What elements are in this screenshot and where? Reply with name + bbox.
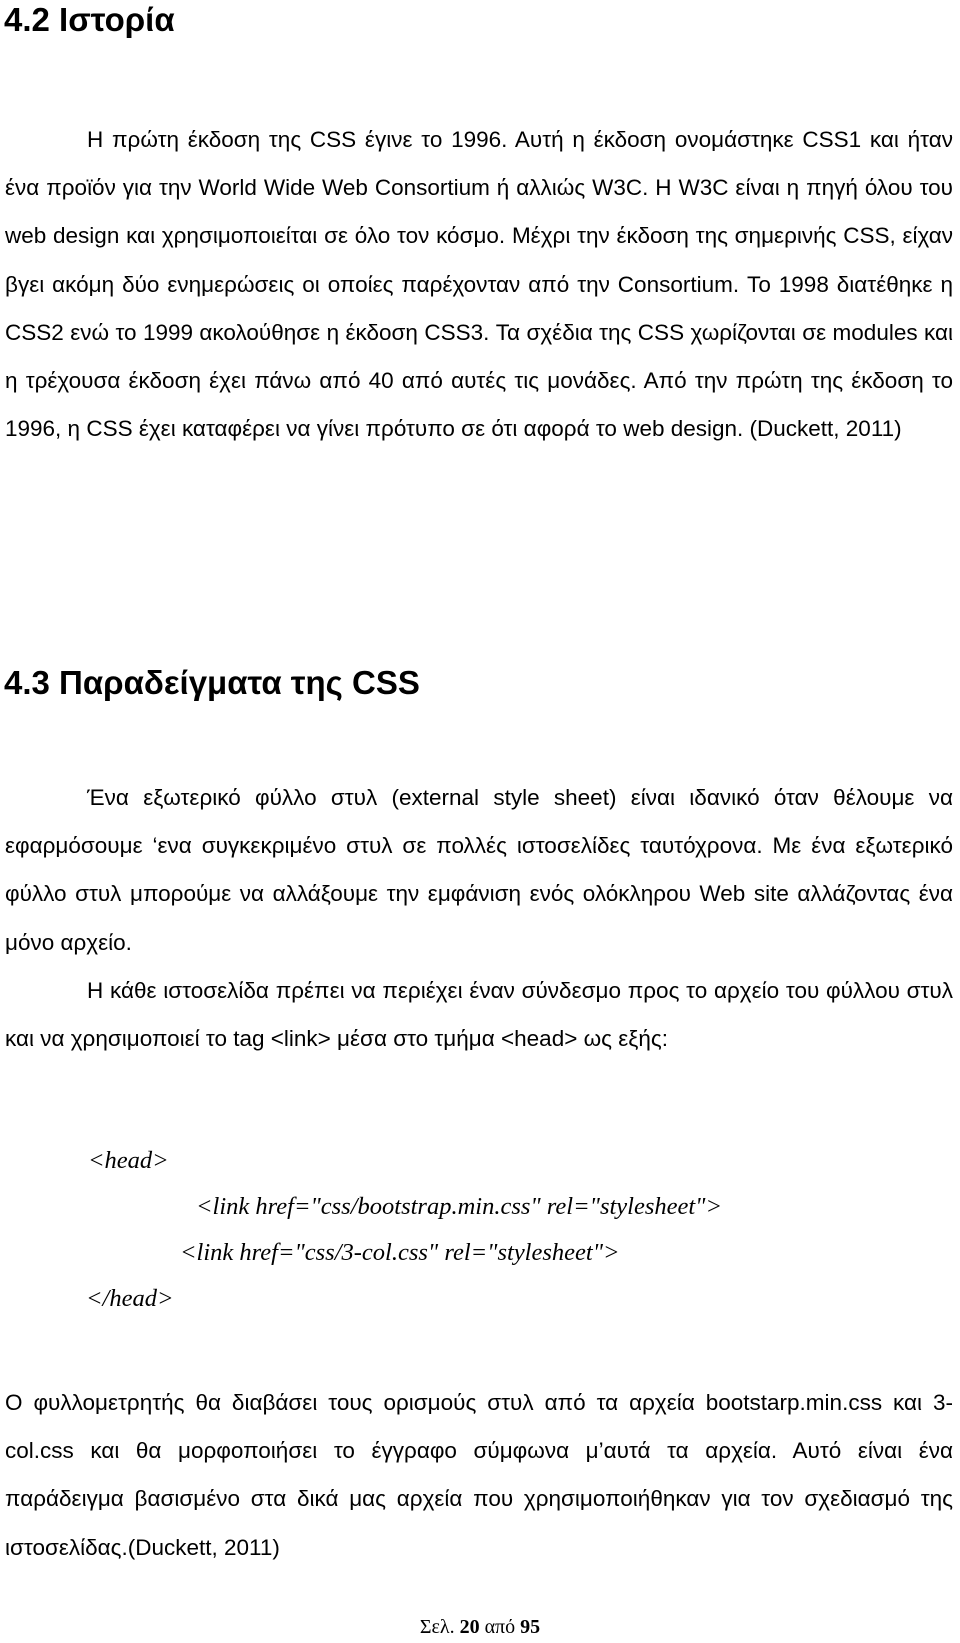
page-total: 95 xyxy=(520,1616,541,1638)
browser-reads-paragraph: Ο φυλλομετρητής θα διαβάσει τους ορισμούς στυλ από τα αρχεία bootstarp.min.css και 3-col.css και θα μορφοποιήσει το έγγραφο σύμφωνα μ’αυτά τα αρχεία. Αυτό είναι ένα παράδειγμα βασισμένο στα δικά μας αρχεία που χρησιμοποιήθηκαν για τον σχεδιασμό της ιστοσελίδας.(Duckett, 2011) xyxy=(5,1390,953,1560)
page-of-label: από xyxy=(484,1616,516,1638)
section-heading-history: 4.2 Ιστορία xyxy=(4,1,175,38)
external-stylesheet-paragraph: Ένα εξωτερικό φύλλο στυλ (external style sheet) είναι ιδανικό όταν θέλουμε να εφαρμόσουμε ‘ενα συγκεκριμένο στυλ σε πολλές ιστοσελίδες ταυτόχρονα. Με ένα εξωτερικό φύλλο στυλ μπορούμε να αλλάξουμε την εμφάνιση ενός ολόκληρου Web site αλλάζοντας ένα μόνο αρχείο. xyxy=(5,785,953,955)
code-line: <link href="css/bootstrap.min.css" rel="stylesheet"> xyxy=(196,1193,722,1220)
code-line: <link href="css/3-col.css" rel="stylesheet"> xyxy=(180,1239,620,1266)
history-paragraph: Η πρώτη έκδοση της CSS έγινε το 1996. Αυτή η έκδοση ονομάστηκε CSS1 και ήταν ένα προϊόν για την World Wide Web Consortium ή αλλιώς W3C. Η W3C είναι η πηγή όλου του web design και χρησιμοποιείται σε όλο τον κόσμο. Μέχρι την έκδοση της σημερινής CSS, είχαν βγει ακόμη δύο ενημερώσεις οι οποίες παρέχονταν από την Consortium. Το 1998 διατέθηκε η CSS2 ενώ το 1999 ακολούθησε η έκδοση CSS3. Τα σχέδια της CSS χωρίζονται σε modules και η τρέχουσα έκδοση έχει πάνω από 40 από αυτές τις μονάδες. Από την πρώτη της έκδοση το 1996, η CSS έχει καταφέρει να γίνει πρότυπο σε ότι αφορά το web design. (Duckett, 2011) xyxy=(5,127,953,442)
link-tag-paragraph: Η κάθε ιστοσελίδα πρέπει να περιέχει έναν σύνδεσμο προς το αρχείο του φύλλου στυλ και να χρησιμοποιεί το tag <link> μέσα στο τμήμα <head> ως εξής: xyxy=(5,978,953,1052)
section-heading-css-examples: 4.3 Παραδείγματα της CSS xyxy=(4,664,420,701)
page-footer xyxy=(0,1615,960,1639)
code-line: </head> xyxy=(86,1285,174,1312)
page-label: Σελ. xyxy=(419,1616,455,1638)
code-line: <head> xyxy=(88,1147,169,1174)
page-number: 20 xyxy=(459,1616,480,1638)
